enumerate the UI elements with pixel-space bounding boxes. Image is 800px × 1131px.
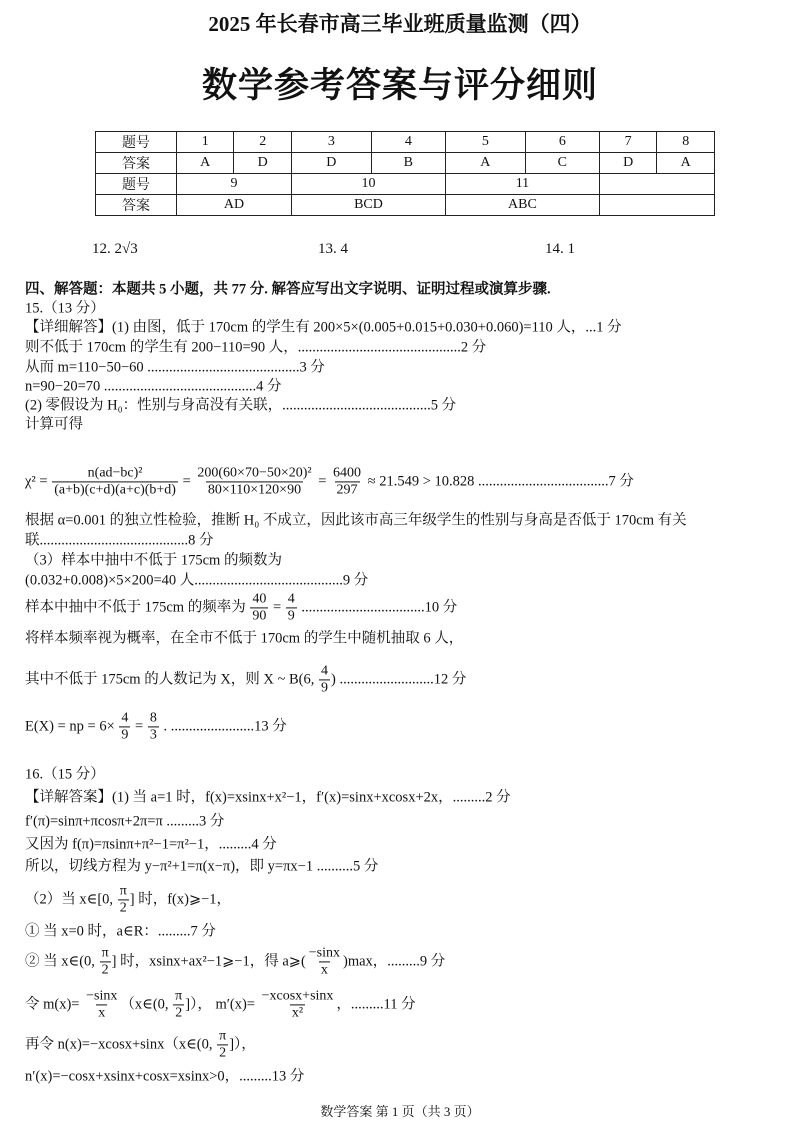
denominator: x [98, 1005, 106, 1021]
table-cell: 1 [177, 132, 234, 153]
answer-table [95, 131, 715, 216]
table-cell: A [657, 153, 715, 174]
text-segment: 15.（13 分） [25, 300, 105, 317]
text-segment: 四、解答题：本题共 5 小题，共 77 分. 解答应写出文字说明、证明过程或演算步骤. [25, 281, 551, 298]
table-cell [599, 195, 714, 216]
table-cell: 3 [291, 132, 371, 153]
numerator: π [175, 988, 183, 1004]
exam-title: 2025 年长春市高三毕业班质量监测（四） [208, 12, 592, 36]
numerator: 8 [149, 710, 157, 726]
solution-line [25, 766, 105, 783]
numerator: π [119, 883, 127, 899]
text-segment: 其中不低于 175cm 的人数记为 X，则 X ~ B(6, [25, 671, 319, 688]
fraction [319, 663, 330, 696]
denominator: 297 [336, 482, 358, 498]
text-segment: n′(x)=−cosx+xsinx+cosx=xsinx>0，.........13 分 [25, 1068, 305, 1085]
denominator: x [320, 962, 328, 978]
solution-line [25, 945, 445, 978]
text-segment: = [269, 599, 285, 616]
table-cell: B [371, 153, 445, 174]
solution-line [25, 883, 231, 916]
text-segment: 样本中抽中不低于 175cm 的频率为 [25, 599, 250, 616]
text-segment: 联.........................................8 分 [25, 532, 214, 549]
fraction [100, 945, 111, 978]
text-segment: 【详细解答】(1) 由图，低于 170cm 的学生有 200×5×(0.005+0.015+0.030+0.060)=110 人，...1 分 [25, 319, 622, 336]
solution-line [25, 710, 287, 743]
table-cell: D [234, 153, 291, 174]
fraction [118, 883, 129, 916]
solution-line [25, 1028, 256, 1061]
fraction [52, 465, 178, 498]
table-cell: A [445, 153, 525, 174]
text-segment: f′(π)=sinπ+πcosπ+2π=π .........3 分 [25, 813, 225, 830]
numerator: 4 [321, 663, 329, 679]
table-row [96, 195, 715, 216]
numerator: 200(60×70−50×20)² [197, 465, 312, 481]
fraction [307, 945, 342, 978]
solution-line [25, 552, 282, 569]
fraction [260, 988, 336, 1021]
text-segment: n=90−20=70 ..........................................4 分 [25, 378, 282, 395]
solution-line [25, 397, 456, 414]
text-segment: )max，.........9 分 [343, 953, 446, 970]
document-title: 数学参考答案与评分细则 [201, 66, 598, 105]
text-segment: ] 时，f(x)⩾−1， [129, 891, 232, 908]
denominator: 9 [321, 680, 329, 696]
solution-line [25, 281, 551, 298]
solution-line [25, 359, 325, 376]
table-cell: 2 [234, 132, 291, 153]
fraction [331, 465, 363, 498]
table-cell: 题号 [96, 174, 177, 195]
table-cell: 答案 [96, 153, 177, 174]
text-segment: ..................................10 分 [297, 599, 458, 616]
text-segment: 计算可得 [25, 416, 83, 433]
text-segment: χ² = [25, 473, 52, 490]
text-segment: = [131, 718, 147, 735]
text-segment: (0.032+0.008)×5×200=40 人.........................................9 分 [25, 572, 369, 589]
text-segment: (2) 零假设为 H₀：性别与身高没有关联，.........................................5 分 [25, 397, 457, 414]
table-cell: C [525, 153, 599, 174]
table-row [96, 174, 715, 195]
table-cell: AD [177, 195, 292, 216]
numerator: 4 [287, 591, 295, 607]
solution-line [25, 630, 463, 647]
solution-line [25, 378, 282, 395]
table-cell: 10 [291, 174, 445, 195]
text-segment: （3）样本中抽中不低于 175cm 的频数为 [25, 552, 282, 569]
table-cell: 9 [177, 174, 292, 195]
table-cell: D [291, 153, 371, 174]
table-cell: 题号 [96, 132, 177, 153]
denominator: 2 [219, 1045, 227, 1061]
fraction [119, 710, 130, 743]
table-cell: ABC [445, 195, 599, 216]
fraction [173, 988, 184, 1021]
table-cell: 6 [525, 132, 599, 153]
denominator: x² [291, 1005, 304, 1021]
text-segment: . .......................13 分 [159, 718, 287, 735]
solution-line [25, 1068, 304, 1085]
solution-line [25, 988, 416, 1021]
table-cell: 答案 [96, 195, 177, 216]
denominator: (a+b)(c+d)(a+c)(b+d) [54, 482, 176, 498]
table-row [96, 132, 715, 153]
text-segment: ]）， m′(x)= [185, 996, 259, 1013]
fraction [148, 710, 159, 743]
numerator: −sinx [86, 988, 118, 1004]
text-segment: 从而 m=110−50−60 ..........................................3 分 [25, 359, 325, 376]
short-answer-12: 12. 2√3 [92, 241, 138, 257]
fraction [250, 591, 268, 624]
table-row [96, 153, 715, 174]
text-segment: ，.........11 分 [336, 996, 416, 1013]
denominator: 2 [175, 1005, 183, 1021]
text-segment: 又因为 f(π)=πsinπ+π²−1=π²−1，.........4 分 [25, 836, 277, 853]
table-cell [599, 174, 714, 195]
solution-line [25, 465, 634, 498]
text-segment: ]）， [229, 1036, 256, 1053]
denominator: 2 [101, 962, 109, 978]
denominator: 90 [252, 608, 267, 624]
solution-line [25, 416, 83, 433]
text-segment: ② 当 x∈(0, [25, 953, 99, 970]
text-segment: ① 当 x=0 时，a∈R：.........7 分 [25, 923, 216, 940]
text-segment: 根据 α=0.001 的独立性检验，推断 H₀ 不成立，因此该市高三年级学生的性别与身高是否低于 170cm 有关 [25, 512, 687, 529]
text-segment: E(X) = np = 6× [25, 718, 119, 735]
solution-line [25, 319, 622, 336]
text-segment: 则不低于 170cm 的学生有 200−110=90 人，.............................................2 分 [25, 339, 487, 356]
text-segment: 16.（15 分） [25, 766, 105, 783]
solution-line [25, 512, 687, 529]
text-segment: = [178, 473, 195, 490]
solution-line [25, 572, 368, 589]
numerator: −xcosx+sinx [261, 988, 334, 1004]
solution-line [25, 813, 224, 830]
solution-line [25, 789, 511, 806]
text-segment: （x∈(0, [120, 996, 173, 1013]
table-cell: 5 [445, 132, 525, 153]
solution-line [25, 300, 105, 317]
denominator: 3 [149, 727, 157, 743]
denominator: 9 [121, 727, 129, 743]
numerator: π [219, 1028, 227, 1044]
fraction [286, 591, 297, 624]
numerator: −sinx [308, 945, 341, 961]
solution-line [25, 339, 486, 356]
text-segment: （2）当 x∈[0, [25, 891, 117, 908]
numerator: 4 [121, 710, 129, 726]
table-cell: 4 [371, 132, 445, 153]
text-segment: 将样本频率视为概率，在全市不低于 170cm 的学生中随机抽取 6 人， [25, 630, 464, 647]
fraction [217, 1028, 228, 1061]
numerator: 40 [252, 591, 267, 607]
denominator: 80×110×120×90 [207, 482, 302, 498]
solution-line [25, 923, 216, 940]
page-footer: 数学答案 第 1 页（共 3 页） [320, 1104, 480, 1119]
denominator: 9 [287, 608, 295, 624]
table-cell: BCD [291, 195, 445, 216]
denominator: 2 [119, 900, 127, 916]
text-segment: 令 m(x)= [25, 996, 84, 1013]
numerator: 6400 [333, 465, 362, 481]
text-segment: = [314, 473, 331, 490]
short-answer-13: 13. 4 [318, 241, 348, 257]
fraction [84, 988, 119, 1021]
text-segment: ] 时，xsinx+ax²−1⩾−1，得 a⩾( [111, 953, 306, 970]
numerator: n(ad−bc)² [87, 465, 143, 481]
text-segment: ≈ 21.549 > 10.828 ....................................7 分 [364, 473, 634, 490]
numerator: π [101, 945, 109, 961]
solution-line [25, 532, 214, 549]
solution-line [25, 858, 378, 875]
table-cell: 7 [599, 132, 656, 153]
table-cell: 11 [445, 174, 599, 195]
text-segment: ) ..........................12 分 [331, 671, 467, 688]
solution-line [25, 663, 466, 696]
text-segment: 【详解答案】(1) 当 a=1 时，f(x)=xsinx+x²−1，f′(x)=sinx+xcosx+2x，.........2 分 [25, 789, 511, 806]
text-segment: 再令 n(x)=−xcosx+sinx（x∈(0, [25, 1036, 217, 1053]
table-cell: D [599, 153, 656, 174]
solution-line [25, 836, 277, 853]
table-cell: 8 [657, 132, 715, 153]
fraction [195, 465, 313, 498]
short-answer-14: 14. 1 [545, 241, 575, 257]
table-cell: A [177, 153, 234, 174]
solution-line [25, 591, 457, 624]
text-segment: 所以，切线方程为 y−π²+1=π(x−π)，即 y=πx−1 ..........5 分 [25, 858, 379, 875]
